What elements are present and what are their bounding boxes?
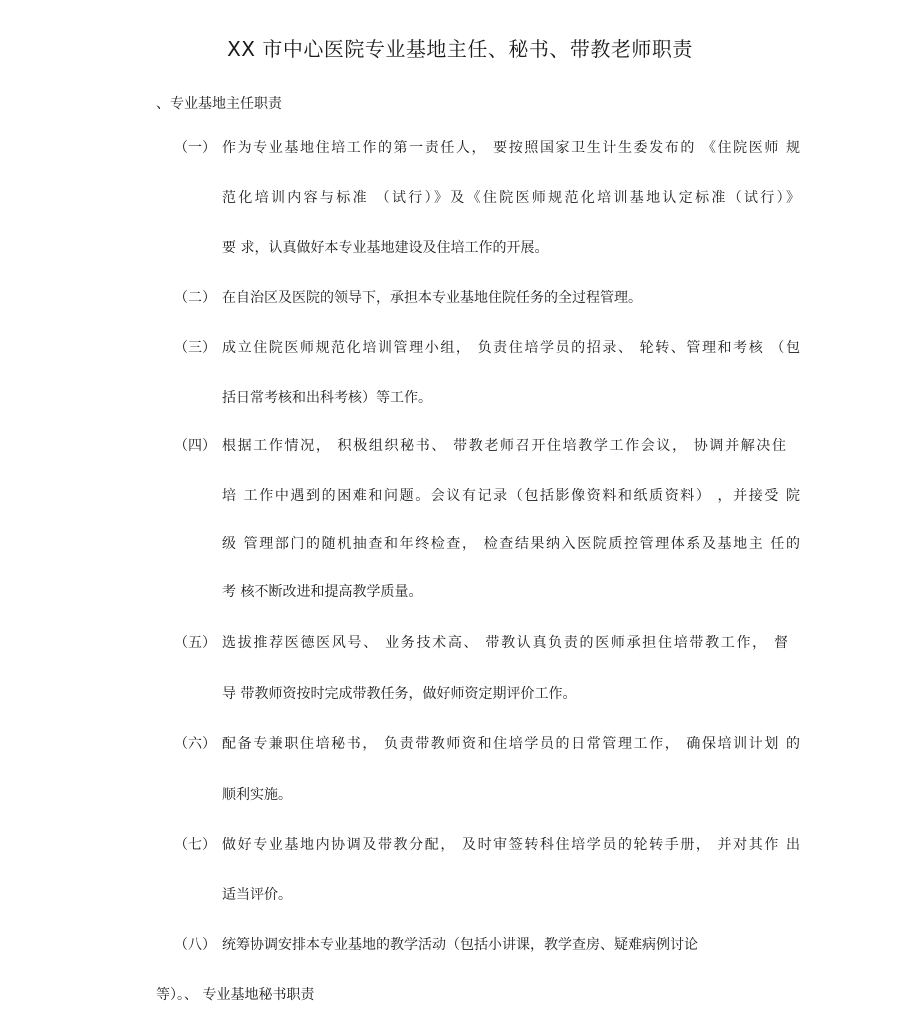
item-line: 考 核不断改进和提高教学质量。 xyxy=(222,584,423,600)
item-line: 顺利实施。 xyxy=(222,787,292,803)
item-number: （四） xyxy=(174,438,216,454)
item-line: 成立住院医师规范化培训管理小组， 负责住培学员的招录、 轮转、管理和考核 （包 xyxy=(222,340,800,356)
item-number: （八） xyxy=(174,937,216,953)
item-number: （五） xyxy=(174,635,216,651)
section-heading-director-duties: 、专业基地主任职责 xyxy=(156,96,282,112)
item-number: （一） xyxy=(174,140,216,156)
item-line: 适当评价。 xyxy=(222,887,292,903)
item-line: 级 管理部门的随机抽查和年终检查， 检查结果纳入医院质控管理体系及基地主 任的 xyxy=(222,536,800,552)
section-heading-secretary-duties: 等）。、 专业基地秘书职责 xyxy=(156,987,315,1003)
item-line: 在自治区及医院的领导下，承担本专业基地住院任务的全过程管理。 xyxy=(222,290,642,306)
item-line: 根据工作情况， 积极组织秘书、 带教老师召开住培教学工作会议， 协调并解决住 xyxy=(222,438,786,454)
item-number: （七） xyxy=(174,837,216,853)
item-line: 统筹协调安排本专业基地的教学活动（包括小讲课，教学查房、疑难病例讨论 xyxy=(222,937,698,953)
item-line: 配备专兼职住培秘书， 负责带教师资和住培学员的日常管理工作， 确保培训计划 的 xyxy=(222,736,800,752)
item-number: （二） xyxy=(174,290,216,306)
item-number: （三） xyxy=(174,340,216,356)
item-line: 培 工作中遇到的困难和问题。会议有记录（包括影像资料和纸质资料） ，并接受 院 xyxy=(222,488,800,504)
item-line: 选拔推荐医德医风号、 业务技术高、 带教认真负责的医师承担住培带教工作， 督 xyxy=(222,635,788,651)
item-number: （六） xyxy=(174,736,216,752)
item-line: 作为专业基地住培工作的第一责任人， 要按照国家卫生计生委发布的 《住院医师 规 xyxy=(222,140,800,156)
item-line: 导 带教师资按时完成带教任务，做好师资定期评价工作。 xyxy=(222,686,577,702)
item-line: 做好专业基地内协调及带教分配， 及时审签转科住培学员的轮转手册， 并对其作 出 xyxy=(222,837,800,853)
item-line: 范化培训内容与标准 （试行）》及《住院医师规范化培训基地认定标准（试行）》 xyxy=(222,190,800,206)
item-line: 要 求，认真做好本专业基地建设及住培工作的开展。 xyxy=(222,240,549,256)
document-title: XX 市中心医院专业基地主任、秘书、带教老师职责 xyxy=(227,37,693,61)
item-line: 括日常考核和出科考核）等工作。 xyxy=(222,390,432,406)
